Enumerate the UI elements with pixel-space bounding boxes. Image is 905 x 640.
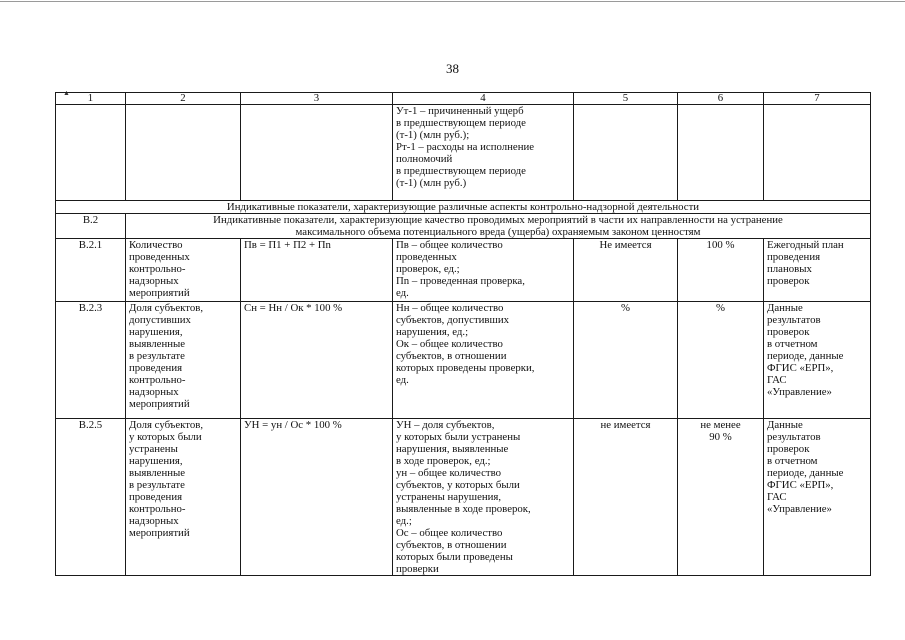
indicator-target: не менее 90 %	[678, 419, 764, 576]
indicator-source: Данные результатов проверок в отчетном периоде, данные ФГИС «ЕРП», ГАС «Управление»	[764, 302, 871, 419]
continuation-description: Ут-1 – причиненный ущерб в предшествующем периоде (т-1) (млн руб.); Рт-1 – расходы на исполнение полномочий в предшествующем периоде (т-1) (млн руб.)	[393, 105, 574, 201]
top-edge-rule	[0, 1, 905, 2]
indicator-source: Данные результатов проверок в отчетном периоде, данные ФГИС «ЕРП», ГАС «Управление»	[764, 419, 871, 576]
subsection-heading: Индикативные показатели, характеризующие качество проводимых мероприятий в части их направленности на устранение максимального объема потенциального вреда (ущерба) охраняемым законом ценностям	[126, 214, 871, 239]
table-row	[56, 302, 871, 419]
empty-cell	[126, 105, 241, 201]
indicator-formula: Сн = Нн / Ок * 100 %	[241, 302, 393, 419]
empty-cell	[574, 105, 678, 201]
page-number: 38	[446, 61, 459, 76]
table-row-continuation	[56, 105, 871, 201]
indicator-formula: Пв = П1 + П2 + Пn	[241, 239, 393, 302]
indicator-col5: Не имеется	[574, 239, 678, 302]
indicator-name: Доля субъектов, допустивших нарушения, выявленные в результате проведения контрольно- надзорных мероприятий	[126, 302, 241, 419]
header-cell: 6	[678, 93, 764, 105]
indicator-formula: УН = ун / Ос * 100 %	[241, 419, 393, 576]
empty-cell	[678, 105, 764, 201]
corner-mark-icon: ▲	[63, 89, 70, 97]
indicators-table	[55, 89, 871, 576]
indicator-col5: не имеется	[574, 419, 678, 576]
indicator-name: Количество проведенных контрольно- надзорных мероприятий	[126, 239, 241, 302]
table-header-row	[56, 93, 871, 105]
header-cell: 4	[393, 93, 574, 105]
row-code: B.2.1	[56, 239, 126, 302]
indicator-description: УН – доля субъектов, у которых были устранены нарушения, выявленные в ходе проверок, ед.; ун – общее количество субъектов, у которых были устранены нарушения, выявленные в ходе проверок, ед.; Ос – общее количество субъектов, в отношении которых были проведены проверки	[393, 419, 574, 576]
row-code: B.2.5	[56, 419, 126, 576]
table-row	[56, 419, 871, 576]
indicator-source: Ежегодный план проведения плановых проверок	[764, 239, 871, 302]
row-code: B.2.3	[56, 302, 126, 419]
subsection-heading-row	[56, 214, 871, 239]
table-row	[56, 239, 871, 302]
indicator-target: 100 %	[678, 239, 764, 302]
empty-cell	[56, 105, 126, 201]
empty-cell	[241, 105, 393, 201]
header-cell: 3	[241, 93, 393, 105]
header-cell: 7	[764, 93, 871, 105]
indicator-description: Пв – общее количество проведенных проверок, ед.; Пn – проведенная проверка, ед.	[393, 239, 574, 302]
header-cell: 1	[56, 93, 126, 105]
header-cell: 5	[574, 93, 678, 105]
section-heading-row	[56, 201, 871, 214]
indicator-target: %	[678, 302, 764, 419]
header-cell: 2	[126, 93, 241, 105]
section-heading: Индикативные показатели, характеризующие различные аспекты контрольно-надзорной деятельности	[56, 201, 871, 214]
indicator-col5: %	[574, 302, 678, 419]
indicator-name: Доля субъектов, у которых были устранены нарушения, выявленные в результате проведения контрольно- надзорных мероприятий	[126, 419, 241, 576]
empty-cell	[764, 105, 871, 201]
subsection-code: B.2	[56, 214, 126, 239]
indicator-description: Нн – общее количество субъектов, допустивших нарушения, ед.; Ок – общее количество субъектов, в отношении которых проведены проверки, ед.	[393, 302, 574, 419]
